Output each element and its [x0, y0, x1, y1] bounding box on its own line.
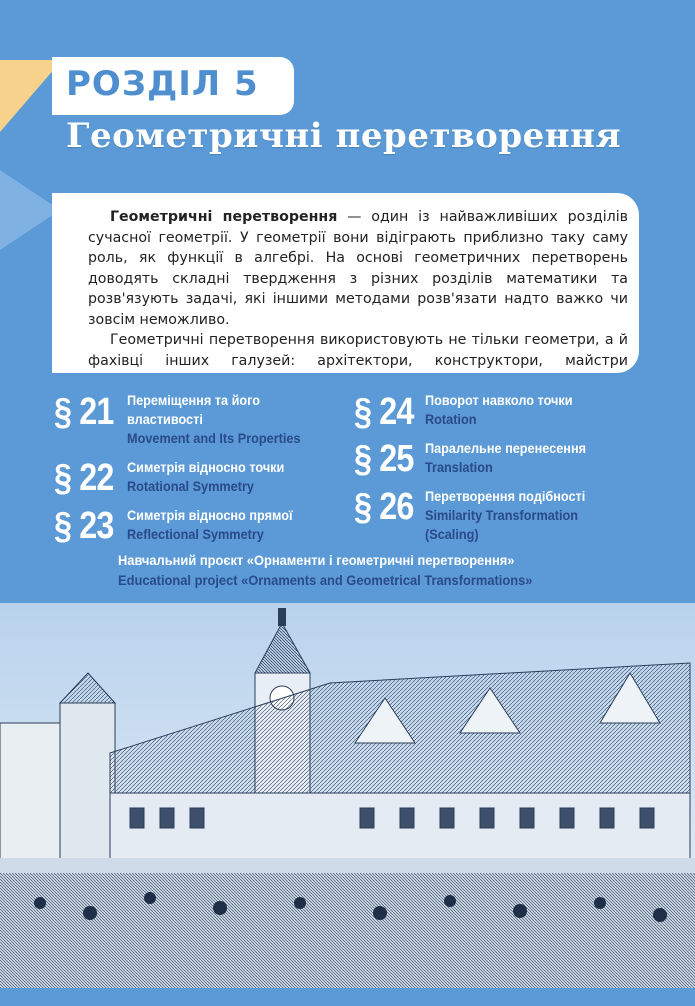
intro-paragraph-1	[88, 207, 628, 330]
intro-paragraph-2: Геометричні перетворення використовують не тільки геометри, а й фахівці інших галузей: архітектори, конструктори, майстри	[88, 332, 628, 369]
section-title-en[interactable]: Translation	[425, 460, 493, 475]
section-title-en[interactable]: Similarity Transformation	[425, 508, 579, 523]
section-title-en[interactable]: Rotational Symmetry	[127, 479, 254, 494]
intro-term: Геометричні перетворення	[110, 209, 338, 225]
section-title-ua[interactable]: Симетрія відносно точки	[127, 460, 285, 475]
section-title-ua[interactable]: Паралельне перенесення	[425, 441, 587, 456]
project-title-en[interactable]: Educational project «Ornaments and Geometrical Transformations»	[118, 572, 533, 588]
section-title-en[interactable]: Movement and Its Properties	[127, 431, 301, 446]
town-square-engraving	[0, 603, 695, 990]
section-title-ua-cont[interactable]: властивості	[127, 412, 203, 427]
chapter-title: Геометричні перетворення	[66, 116, 622, 156]
section-number: § 22	[54, 457, 114, 499]
section-title-ua[interactable]: Перетворення подібності	[425, 489, 586, 504]
chapter-label: РОЗДІЛ 5	[66, 64, 259, 104]
engraving-illustration	[0, 603, 695, 990]
section-title-en[interactable]: Reflectional Symmetry	[127, 527, 264, 542]
section-title-ua[interactable]: Переміщення та його	[127, 393, 261, 408]
section-title-en[interactable]: Rotation	[425, 412, 477, 427]
section-title-ua[interactable]: Симетрія відносно прямої	[127, 508, 293, 523]
section-number: § 21	[54, 391, 114, 433]
section-number: § 23	[54, 505, 114, 547]
section-number: § 25	[354, 438, 414, 480]
header-band	[0, 0, 695, 60]
section-number: § 24	[354, 391, 414, 433]
section-title-ua[interactable]: Поворот навколо точки	[425, 393, 573, 408]
project-title-ua[interactable]: Навчальний проєкт «Орнаменти і геометричні перетворення»	[118, 552, 515, 568]
intro-paragraph-1-text: — один із найважливіших розділів сучасної геометрії. У геометрії вони відіграють приблизно таку саму роль, як функції в алгебрі. На основі геометричних перетворень доводять складні твердження з різних розділів математики та розв'язують задачі, які іншими методами розв'язати надто важко чи зовсім неможливо.	[88, 209, 629, 328]
section-number: § 26	[354, 486, 414, 528]
section-title-en-cont[interactable]: (Scaling)	[425, 527, 479, 542]
intro-text	[88, 207, 628, 392]
side-decoration	[0, 170, 60, 250]
footer-band	[0, 988, 695, 1006]
